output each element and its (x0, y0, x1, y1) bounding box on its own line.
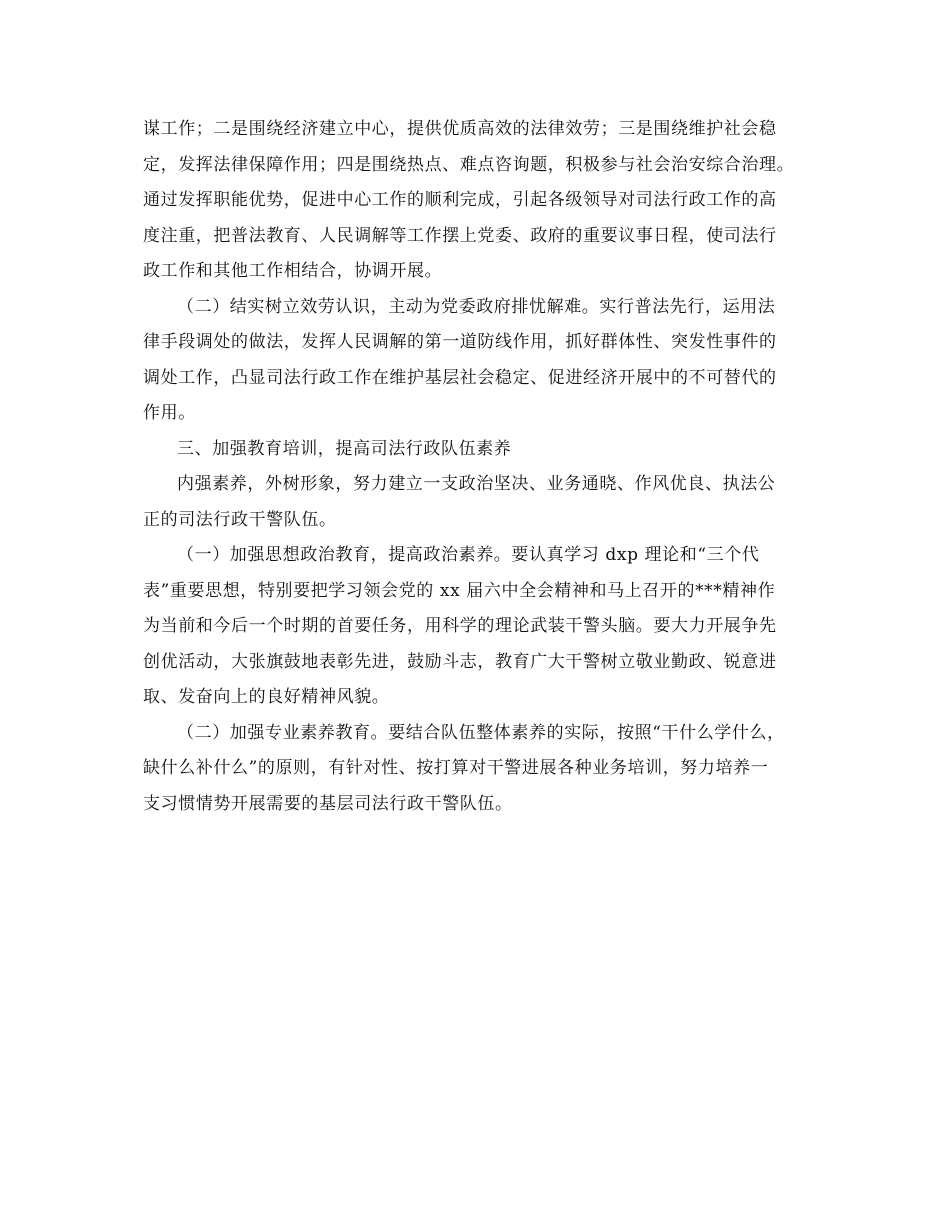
text-line: （二）结实树立效劳认识，主动为党委政府排忧解难。实行普法先行，运用法 (177, 296, 776, 317)
text-line: 为当前和今后一个时期的首要任务，用科学的理论武装干警头脑。要大力开展争先 (143, 616, 777, 636)
text-line: 政工作和其他工作相结合，协调开展。 (143, 261, 443, 281)
text-line: 表”重要思想，特别要把学习领会党的 xx 届六中全会精神和马上召开的***精神作 (143, 580, 776, 601)
text-line: 谋工作；二是围绕经济建立中心，提供优质高效的法律效劳；三是围绕维护社会稳 (143, 119, 777, 139)
paragraph-professional-education (143, 716, 826, 823)
text-line: 取、发奋向上的良好精神风貌。 (143, 687, 390, 707)
paragraph-continuation (143, 112, 826, 290)
text-line: 通过发挥职能优势，促进中心工作的顺利完成，引起各级领导对司法行政工作的高 (143, 190, 777, 210)
paragraph-political-education (143, 538, 826, 716)
text-line: 支习惯情势开展需要的基层司法行政干警队伍。 (143, 793, 513, 814)
text-line: 缺什么补什么”的原则，有针对性、按打算对干警进展各种业务培训，努力培养一 (143, 758, 769, 778)
text-line: 作用。 (143, 403, 196, 423)
document-body (143, 112, 826, 822)
text-line: 内强素养，外树形象，努力建立一支政治坚决、业务通晓、作风优良、执法公 (177, 474, 776, 494)
text-line: 定，发挥法律保障作用；四是围绕热点、难点咨询题，积极参与社会治安综合治理。 (143, 154, 795, 175)
text-line: 正的司法行政干警队伍。 (143, 509, 337, 530)
text-line: 度注重，把普法教育、人民调解等工作摆上党委、政府的重要议事日程，使司法行 (143, 225, 777, 246)
text-line: 三、加强教育培训，提高司法行政队伍素养 (177, 438, 512, 459)
text-line: 律手段调处的做法，发挥人民调解的第一道防线作用，抓好群体性、突发性事件的 (143, 332, 777, 352)
paragraph-team-building (143, 467, 826, 538)
text-line: （二）加强专业素养教育。要结合队伍整体素养的实际，按照“干什么学什么， (177, 722, 785, 743)
text-line: 创优活动，大张旗鼓地表彰先进，鼓励斗志，教育广大干警树立敬业勤政、锐意进 (143, 651, 777, 672)
text-line: 调处工作，凸显司法行政工作在维护基层社会稳定、促进经济开展中的不可替代的 (143, 367, 777, 388)
text-line: （一）加强思想政治教育，提高政治素养。要认真学习 dxp 理论和“三个代 (177, 545, 760, 565)
paragraph-service-awareness (143, 290, 826, 432)
section-heading (143, 432, 826, 468)
